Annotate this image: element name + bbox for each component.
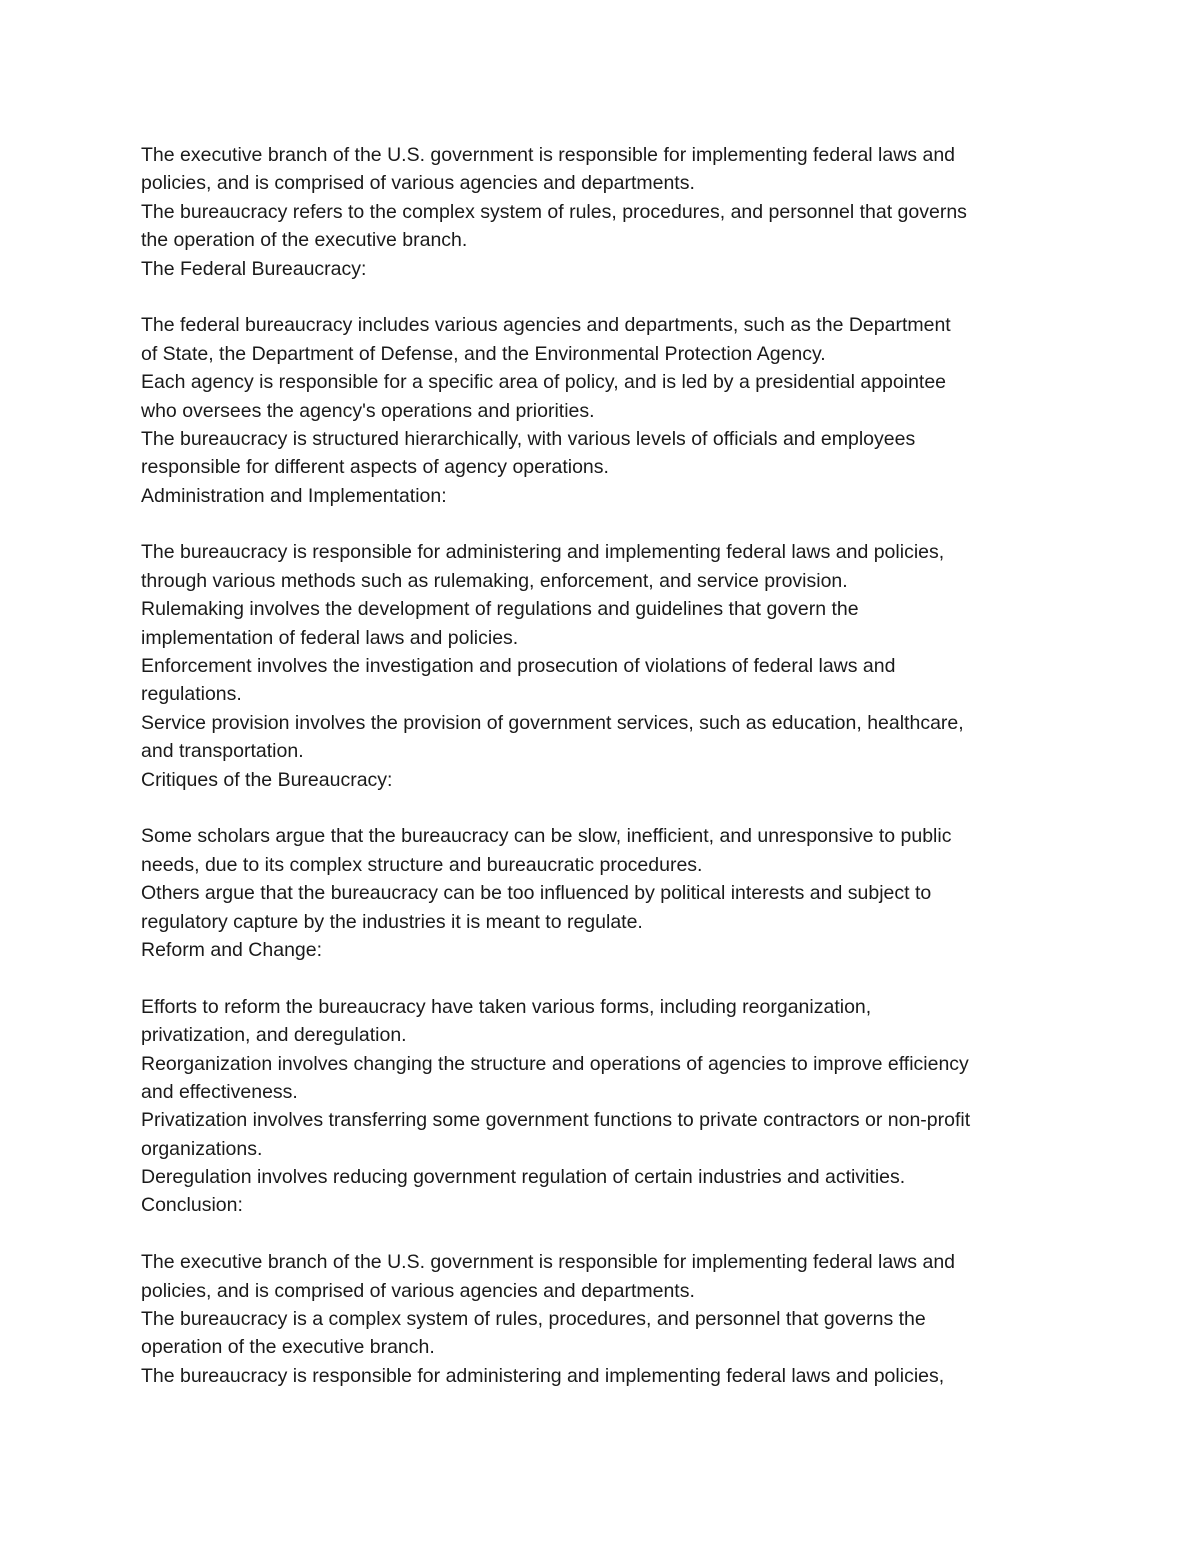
blank-line: [141, 1220, 1071, 1248]
body-text-line: through various methods such as rulemaking, enforcement, and service provision.: [141, 569, 848, 592]
body-text-line: Efforts to reform the bureaucracy have taken various forms, including reorganization,: [141, 995, 872, 1018]
body-text-line: policies, and is comprised of various agencies and departments.: [141, 1279, 695, 1302]
body-text-line: Deregulation involves reducing government regulation of certain industries and activities.: [141, 1166, 906, 1189]
body-text-line: The bureaucracy refers to the complex system of rules, procedures, and personnel that governs: [141, 200, 967, 223]
body-text-line: policies, and is comprised of various agencies and departments.: [141, 172, 695, 195]
body-text-line: The bureaucracy is responsible for administering and implementing federal laws and policies,: [141, 1364, 945, 1387]
body-text-line: and transportation.: [141, 740, 304, 763]
blank-line: [141, 283, 1071, 311]
body-text-line: Privatization involves transferring some government functions to private contractors or non-profit: [141, 1109, 971, 1132]
body-text-line: Each agency is responsible for a specific area of policy, and is led by a presidential appointee: [141, 371, 947, 394]
body-text-line: responsible for different aspects of agency operations.: [141, 456, 609, 479]
section-heading: The Federal Bureaucracy:: [141, 257, 367, 280]
body-text-line: organizations.: [141, 1137, 263, 1160]
body-text-line: Enforcement involves the investigation and prosecution of violations of federal laws and: [141, 655, 896, 678]
document-body: [141, 141, 1071, 1390]
body-text-line: the operation of the executive branch.: [141, 229, 468, 252]
body-text-line: regulatory capture by the industries it is meant to regulate.: [141, 910, 643, 933]
body-text-line: Service provision involves the provision of government services, such as education, healthcare,: [141, 711, 964, 734]
body-text-line: of State, the Department of Defense, and the Environmental Protection Agency.: [141, 342, 826, 365]
section-heading: Reform and Change:: [141, 938, 323, 961]
body-text-line: Others argue that the bureaucracy can be too influenced by political interests and subject to: [141, 882, 932, 905]
body-text-line: The executive branch of the U.S. government is responsible for implementing federal laws and: [141, 144, 956, 166]
body-text-line: The bureaucracy is a complex system of rules, procedures, and personnel that governs the: [141, 1308, 926, 1331]
body-text-line: The federal bureaucracy includes various agencies and departments, such as the Department: [141, 314, 951, 337]
body-text-line: Reorganization involves changing the structure and operations of agencies to improve efficiency: [141, 1052, 969, 1075]
blank-line: [141, 794, 1071, 822]
body-text-line: operation of the executive branch.: [141, 1336, 435, 1359]
body-text-line: The executive branch of the U.S. government is responsible for implementing federal laws and: [141, 1251, 956, 1274]
body-text-line: regulations.: [141, 683, 242, 706]
section-heading: Conclusion:: [141, 1194, 243, 1217]
blank-line: [141, 964, 1071, 992]
section-heading: Administration and Implementation:: [141, 484, 447, 507]
section-heading: Critiques of the Bureaucracy:: [141, 768, 393, 791]
body-text-line: The bureaucracy is structured hierarchically, with various levels of officials and employees: [141, 427, 916, 450]
body-text-line: The bureaucracy is responsible for administering and implementing federal laws and policies,: [141, 541, 945, 564]
body-text-line: privatization, and deregulation.: [141, 1024, 407, 1047]
body-text-line: who oversees the agency's operations and priorities.: [141, 399, 595, 422]
blank-line: [141, 510, 1071, 538]
body-text-line: needs, due to its complex structure and bureaucratic procedures.: [141, 853, 703, 876]
body-text-line: implementation of federal laws and policies.: [141, 626, 519, 649]
body-text-line: and effectiveness.: [141, 1080, 298, 1103]
body-text-line: Rulemaking involves the development of regulations and guidelines that govern the: [141, 598, 859, 621]
body-text-line: Some scholars argue that the bureaucracy can be slow, inefficient, and unresponsive to public: [141, 825, 952, 848]
